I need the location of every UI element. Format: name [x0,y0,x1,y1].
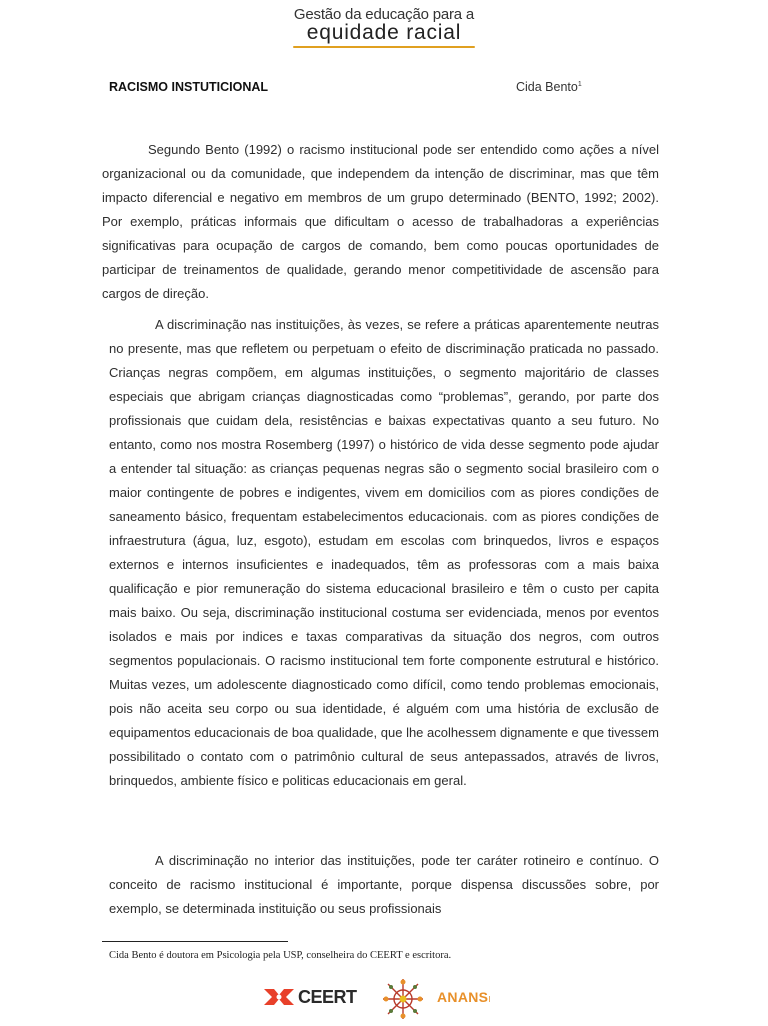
footnote-divider [102,941,288,942]
mandala-emblem-icon [380,977,426,1021]
ceert-symbol-icon [262,985,296,1009]
document-header [0,6,768,48]
center-emblem-logo [380,977,426,1026]
paragraph-3: A discriminação no interior das instituições, pode ter caráter rotineiro e contínuo. O conceito de racismo institucional é importante, porque dispensa discussões sobre, por exemplo, se determinada instituição ou seus profissionais [109,853,659,916]
paragraph-1: Segundo Bento (1992) o racismo institucional pode ser entendido como ações a nível organizacional ou da comunidade, que independem da intenção de discriminar, mas que têm impacto diferencial e negativo em membros de um grupo determinado (BENTO, 1992; 2002). Por exemplo, práticas informais que dificultam o acesso de trabalhadoras a experiências significativas para ocupação de cargos de comando, bem como poucas oportunidades de participar de treinamentos de qualidade, gerando menor competitividade de ascensão para cargos de direção. [102,142,659,301]
ceert-logo [262,985,357,1009]
anansi-logo-suffix: I [488,995,491,1004]
document-author [516,80,582,94]
document-title: RACISMO INSTUTICIONAL [109,80,269,94]
header-line-2: equidade racial [306,21,462,44]
header-line-1: Gestão da educação para a [293,6,475,23]
footnote-marker: 1 [577,80,582,88]
author-name: Cida Bento [516,80,578,94]
header-underline [293,46,475,48]
footer-logos [0,975,768,1023]
paragraph-2: A discriminação nas instituições, às vezes, se refere a práticas aparentemente neutras no presente, mas que refletem ou perpetuam o efeito de discriminação praticada no passado. Crianças negras compõem, em algumas instituições, o segmento majoritário de classes especiais que abrigam crianças diagnosticadas como “problemas”, gerando, por parte dos profissionais que cuidam dela, resistências e baixas expectativas quanto a seu futuro. No entanto, como nos mostra Rosemberg (1997) o histórico de vida desse segmento pode ajudar a entender tal situação: as crianças pequenas negras são o segmento social brasileiro com o maior contingente de pobres e indigentes, vivem em domicilios com as piores condições de saneamento básico, frequentam estabelecimentos educacionais. com as piores condições de infraestrutura (água, luz, esgoto), estudam em escolas com brinquedos, livros e espaços externos e internos insuficientes e inadequados, têm as professoras com a mais baixa qualificação e pior remuneração do sistema educacional brasileiro e têm o custo per capita mais baixo. Ou seja, discriminação institucional costuma ser evidenciada, menos por eventos isolados e mais por indices e taxas comparativas da situação dos negros, com outros segmentos populacionais. O racismo institucional tem forte componente estrutural e histórico. Muitas vezes, um adolescente diagnosticado como difícil, como tendo problemas emocionais, pois não aceita seu corpo ou sua identidade, é alguém com uma história de exclusão de equipamentos educacionais de boa qualidade, que lhe acolhessem dignamente e que tivessem possibilitado o contato com o patrimônio cultural de seus antepassados, através de livros, brinquedos, ambiente físico e politicas educacionais em geral. [109,317,659,788]
ceert-logo-text: CEERT [298,986,357,1007]
footnote: Cida Bento é doutora em Psicologia pela USP, conselheira do CEERT e escritora. [109,950,452,961]
anansi-logo [437,989,491,1005]
anansi-logo-text: ANANS [437,989,489,1005]
